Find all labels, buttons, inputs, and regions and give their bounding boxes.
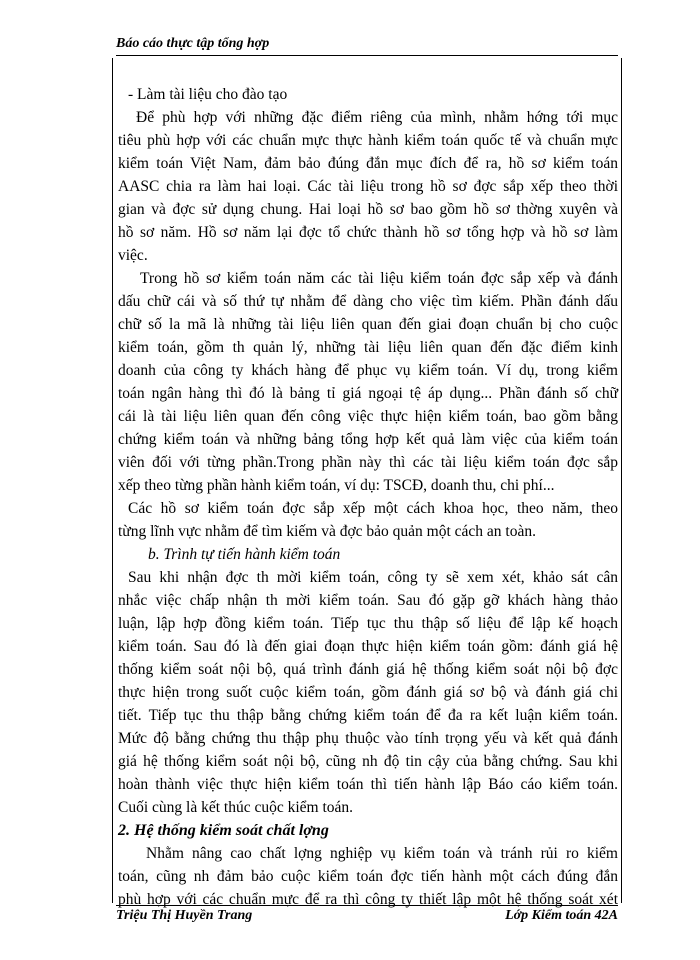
paragraph-line: Trong hồ sơ kiểm toán năm các tài liệu kiểm toán đợc sắp xếp và đánh xyxy=(140,270,618,287)
footer-class: Lớp Kiểm toán 42A xyxy=(505,908,618,923)
paragraph-line: xếp theo từng phần hành kiểm toán, ví dụ: TSCĐ, doanh thu, chi phí... xyxy=(118,477,555,494)
paragraph-line: Nhằm nâng cao chất lợng nghiệp vụ kiểm toán và tránh rủi ro kiểm xyxy=(146,845,618,862)
paragraph-line: nhắc việc chấp nhận th mời kiểm toán. Sau đó gặp gỡ khách hàng thảo xyxy=(118,592,618,609)
paragraph-line: tiêu phù hợp với các chuẩn mực thực hành kiểm toán quốc tế và chuẩn mực xyxy=(118,132,618,149)
paragraph-line: hoàn thành việc thực hiện kiểm toán thì tiến hành lập Báo cáo kiểm toán. xyxy=(118,776,618,793)
paragraph-line: chứng kiểm toán và những bảng tổng hợp kết quả làm việc của kiểm toán xyxy=(118,431,618,448)
paragraph-line: toán, cũng nh đảm bảo cuộc kiểm toán đợc tiến hành một cách đúng đắn xyxy=(118,868,618,885)
paragraph-line: Mức độ bằng chứng thu thập phụ thuộc vào tính trọng yếu và kết quả đánh xyxy=(118,730,618,747)
paragraph-line: chữ số la mã là những tài liệu liên quan đến giai đoạn chuẩn bị cho cuộc xyxy=(118,316,618,333)
paragraph-line: Cuối cùng là kết thúc cuộc kiểm toán. xyxy=(118,799,354,816)
subsection-heading: b. Trình tự tiến hành kiểm toán xyxy=(148,546,341,563)
header-rule xyxy=(116,55,618,56)
paragraph-line: kiểm toán Việt Nam, đảm bảo đúng đắn mục đích để ra, hồ sơ kiểm toán xyxy=(118,155,618,172)
paragraph-line: viên đối với từng phần.Trong phần này thì các tài liệu kiểm toán đợc sắp xyxy=(118,454,618,471)
footer-author: Triệu Thị Huyền Trang xyxy=(116,908,253,923)
paragraph-line: toán ngân hàng thì đó là bảng tỉ giá ngoại tệ áp dụng... Phần đánh số chữ xyxy=(118,385,618,402)
paragraph-line: Sau khi nhận đợc th mời kiểm toán, công ty sẽ xem xét, khảo sát cân xyxy=(128,569,618,586)
paragraph-line: thực hiện trong suốt cuộc kiểm toán, gồm đánh giá sơ bộ và đánh giá chi xyxy=(118,684,618,701)
paragraph-line: cái là tài liệu liên quan đến công việc thực hiện kiểm toán, bao gồm bằng xyxy=(118,408,618,425)
paragraph-line: tiết. Tiếp tục thu thập bằng chứng kiểm toán để đa ra kết luận kiểm toán. xyxy=(118,707,618,724)
paragraph-line: từng lĩnh vực nhằm để tìm kiếm và đợc bảo quản một cách an toàn. xyxy=(118,523,536,540)
paragraph-line: thống kiểm soát nội bộ, quá trình đánh giá hệ thống kiểm soát nội bộ đợc xyxy=(118,661,618,678)
paragraph-line: kiểm toán, gồm th quản lý, những tài liệu liên quan đến đặc điểm kinh xyxy=(118,339,618,356)
paragraph-line: phù hợp với các chuẩn mực để ra thì công ty thiết lập một hệ thống soát xét xyxy=(118,891,618,908)
paragraph-line: luận, lập hợp đồng kiểm toán. Tiếp tục thu thập số liệu để lập kế hoạch xyxy=(118,615,618,632)
paragraph-line: Để phù hợp với những đặc điểm riêng của mình, nhằm hớng tới mục xyxy=(136,109,618,126)
footer-rule xyxy=(116,905,618,906)
paragraph-line: Các hồ sơ kiểm toán đợc sắp xếp một cách khoa học, theo năm, theo xyxy=(128,500,618,517)
paragraph-line: kiểm toán. Sau đó là đến giai đoạn thực hiện kiểm toán gồm: đánh giá hệ xyxy=(118,638,618,655)
page-header-title: Báo cáo thực tập tổng hợp xyxy=(116,36,270,51)
paragraph-line: việc. xyxy=(118,247,148,264)
paragraph-line: dấu chữ cái và số thứ tự nhằm để dàng cho việc tìm kiếm. Phần đánh dấu xyxy=(118,293,618,310)
bullet-line: - Làm tài liệu cho đào tạo xyxy=(128,86,288,103)
paragraph-line: hồ sơ năm. Hồ sơ năm lại đợc tổ chức thành hồ sơ tổng hợp và hồ sơ làm xyxy=(118,224,618,241)
paragraph-line: doanh của công ty khách hàng để phục vụ kiểm toán. Ví dụ, trong kiểm xyxy=(118,362,618,379)
paragraph-line: AASC chia ra làm hai loại. Các tài liệu trong hồ sơ đợc sắp xếp theo thời xyxy=(118,178,618,195)
paragraph-line: gian và đợc sử dụng chung. Hai loại hồ sơ bao gồm hồ sơ thờng xuyên và xyxy=(118,201,618,218)
section-heading: 2. Hệ thống kiểm soát chất lợng xyxy=(118,822,329,839)
paragraph-line: giá hệ thống kiểm soát nội bộ, cũng nh độ tin cậy của bằng chứng. Sau khi xyxy=(118,753,618,770)
